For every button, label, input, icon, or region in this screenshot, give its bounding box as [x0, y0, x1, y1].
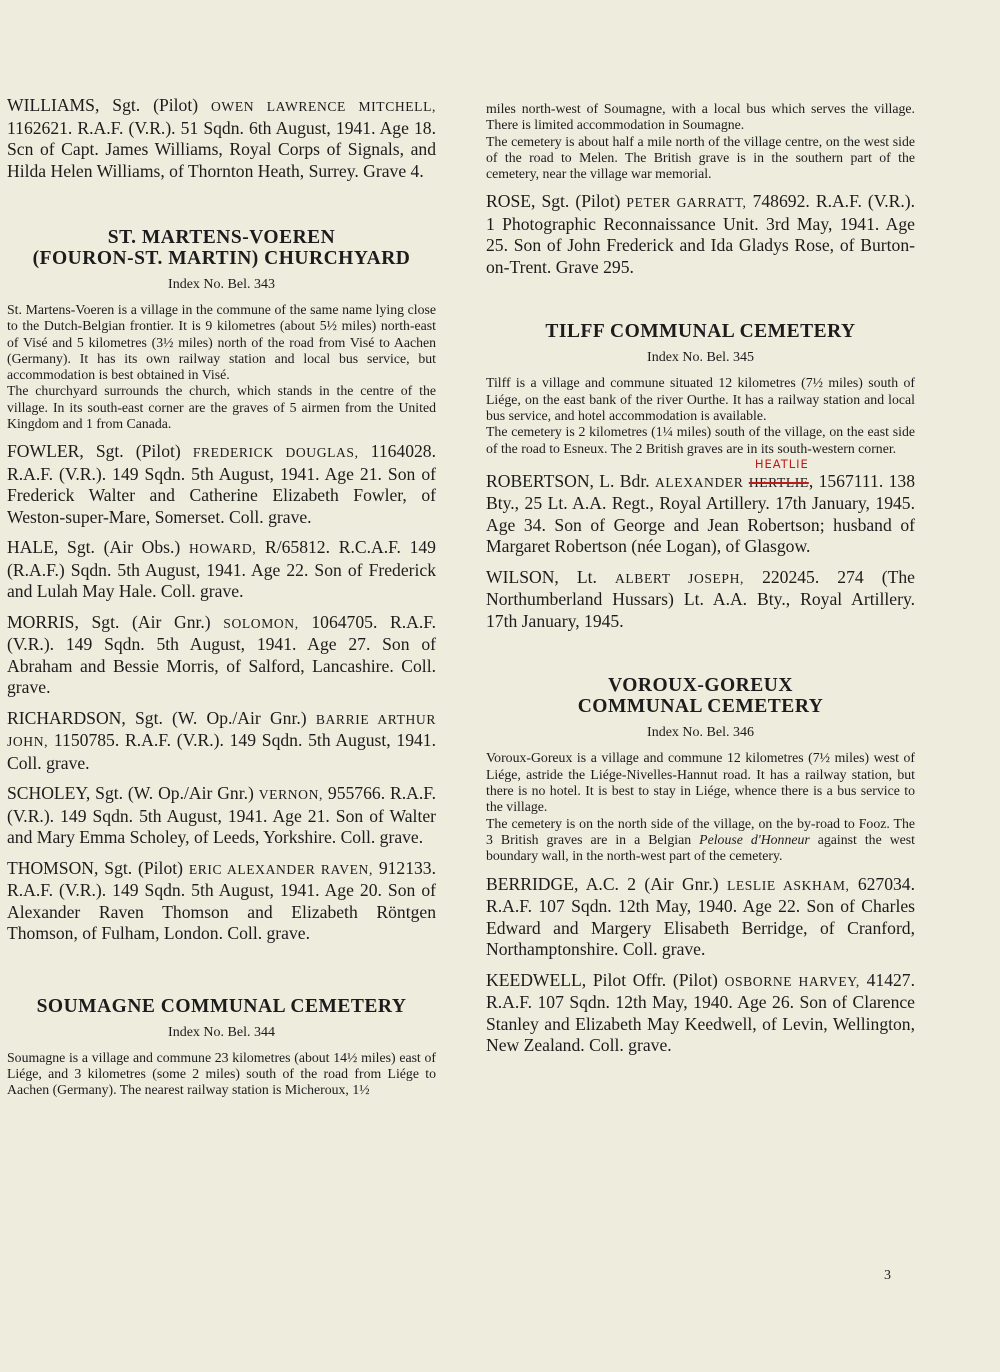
- surname: KEEDWELL,: [486, 969, 587, 990]
- rank: A.C. 2 (Air Gnr.): [578, 873, 727, 894]
- section-heading-soumagne: SOUMAGNE COMMUNAL CEMETERY: [36, 995, 407, 1017]
- heading-line: COMMUNAL CEMETERY: [577, 696, 824, 718]
- description-paragraph: Voroux-Goreux is a village and commune 12 kilometres (7½ miles) west of Liége, astride the Liége-Nivelles-Hannut road. It has a railway station, but there is no hotel. It is best to stay in Liége, whence there is a bus service to the village.: [486, 750, 915, 815]
- given-names: LESLIE ASKHAM,: [726, 877, 850, 893]
- given-names: ALEXANDER: [654, 474, 744, 490]
- details: 41427. R.A.F. 107 Sqdn. 12th May, 1940. Age 26. Son of Clarence Stanley and Elizabeth May Keedwell, of Levin, Wellington, New Zealand. Coll. grave.: [486, 969, 915, 1056]
- section-heading-voroux: [486, 675, 915, 717]
- description-paragraph: Soumagne is a village and commune 23 kilometres (about 14½ miles) east of Liége, and 3 kilometres (some 2 miles) south of the road from Liége to Aachen (Germany). The nearest railway station is Micheroux, 1½: [7, 1049, 436, 1098]
- entry-berridge: [486, 874, 915, 961]
- description-paragraph: The cemetery is about half a mile north of the village centre, on the west side of the road to Melen. The British grave is in the southern part of the cemetery, near the village war memorial.: [486, 133, 915, 182]
- entry-keedwell: [486, 970, 915, 1057]
- struck-name: HERTLIE: [748, 474, 809, 490]
- given-names: FREDERICK DOUGLAS,: [192, 445, 359, 461]
- description-paragraph: The churchyard surrounds the church, which stands in the centre of the village. In its south-east corner are the graves of 5 airmen from the United Kingdom and 1 from Canada.: [7, 383, 436, 432]
- description-paragraph: The cemetery is 2 kilometres (1¼ miles) south of the village, on the east side of the road to Esneux. The 2 British graves are in its south-western corner.: [486, 424, 915, 456]
- description: [7, 1050, 436, 1099]
- given-names: ALBERT JOSEPH,: [614, 570, 744, 586]
- handwritten-correction: [748, 456, 809, 494]
- entry-williams: [7, 95, 436, 182]
- description-continued: [486, 101, 915, 182]
- surname: RICHARDSON,: [7, 707, 126, 728]
- rank: Sgt. (Pilot): [99, 95, 212, 115]
- section-heading-tilff: TILFF COMMUNAL CEMETERY: [545, 321, 856, 343]
- details: 1164028. R.A.F. (V.R.). 149 Sqdn. 5th August, 1941. Age 21. Son of Frederick Walter and Catherine Elizabeth Fowler, of Weston-super-Mare, Somerset. Coll. grave.: [7, 441, 437, 527]
- left-column: [7, 95, 436, 1108]
- heading-line: (FOURON-ST. MARTIN) CHURCHYARD: [32, 248, 411, 269]
- details: R/65812. R.C.A.F. 149 (R.A.F.) Sqdn. 5th August, 1941. Age 22. Son of Frederick and Lulah May Hale. Coll. grave.: [7, 537, 436, 602]
- surname: ROSE,: [486, 191, 536, 212]
- description: [7, 302, 436, 432]
- given-names: ERIC ALEXANDER RAVEN,: [188, 861, 373, 877]
- index-number: Index No. Bel. 345: [647, 350, 754, 366]
- description: [486, 750, 915, 864]
- details: 1150785. R.A.F. (V.R.). 149 Sqdn. 5th August, 1941. Coll. grave.: [7, 730, 436, 773]
- entry-richardson: [7, 708, 436, 775]
- italic-text: Pelouse d'Honneur: [699, 831, 810, 847]
- description: [486, 375, 915, 456]
- text: against the west boundary wall, in the north-west part of the cemetery.: [486, 831, 916, 864]
- rank: Sgt. (Air Gnr.): [78, 611, 224, 632]
- handwritten-name: HEATLIE: [754, 456, 809, 471]
- surname: MORRIS,: [7, 611, 79, 632]
- rank: Sgt. (Pilot): [535, 191, 627, 212]
- index-number: Index No. Bel. 346: [647, 725, 754, 741]
- given-names: HOWARD,: [189, 541, 257, 557]
- given-names: OSBORNE HARVEY,: [724, 973, 860, 989]
- heading-line: ST. MARTENS-VOEREN: [107, 227, 336, 248]
- rank: Sgt. (Air Obs.): [58, 537, 189, 558]
- given-names: PETER GARRATT,: [626, 195, 747, 211]
- details: , 1567111. 138 Bty., 25 Lt. A.A. Regt., Royal Artillery. 17th January, 1945. Age 34. Son of George and Jean Robertson; husband of Margaret Robertson (née Logan), of Glasgow.: [486, 470, 915, 557]
- index-number: Index No. Bel. 343: [168, 277, 275, 292]
- heading-line: VOROUX-GOREUX: [608, 675, 793, 697]
- surname: WILSON,: [486, 566, 559, 587]
- surname: HALE,: [7, 537, 59, 558]
- entry-hale: [7, 537, 436, 603]
- rank: Sgt. (Pilot): [83, 441, 193, 462]
- given-names: BARRIE ARTHUR JOHN,: [7, 711, 437, 750]
- details: 1064705. R.A.F. (V.R.). 149 Sqdn. 5th August, 1941. Age 27. Son of Abraham and Bessie Morris, of Salford, Lancashire. Coll. grave.: [7, 611, 436, 698]
- rank: Sgt. (Pilot): [98, 857, 189, 878]
- entry-morris: [7, 612, 436, 699]
- given-names: VERNON,: [258, 787, 324, 803]
- details: 912133. R.A.F. (V.R.). 149 Sqdn. 5th August, 1941. Age 20. Son of Alexander Raven Thomson and Elizabeth Röntgen Thomson, of Fulham, London. Coll. grave.: [7, 857, 437, 944]
- section-heading-st-martens: [7, 227, 436, 269]
- rank: Pilot Offr. (Pilot): [586, 969, 725, 990]
- given-names: SOLOMON,: [223, 615, 299, 631]
- surname: ROBERTSON,: [486, 470, 594, 491]
- entry-rose: [486, 191, 915, 278]
- index-number: Index No. Bel. 344: [168, 1024, 275, 1040]
- rank: Sgt. (W. Op./Air Gnr.): [90, 783, 259, 804]
- right-column: [486, 101, 915, 1066]
- surname: THOMSON,: [7, 857, 99, 878]
- page-number: 3: [884, 1268, 891, 1283]
- entry-thomson: [7, 858, 436, 945]
- surname: SCHOLEY,: [7, 783, 91, 804]
- surname: WILLIAMS,: [7, 95, 100, 115]
- rank: Lt.: [558, 566, 615, 587]
- rank: L. Bdr.: [593, 470, 655, 491]
- entry-fowler: [7, 441, 436, 528]
- entry-wilson: [486, 567, 915, 633]
- details: 955766. R.A.F. (V.R.). 149 Sqdn. 5th August, 1941. Age 21. Son of Walter and Mary Emma Scholey, of Leeds, Yorkshire. Coll. grave.: [7, 783, 436, 848]
- description-paragraph: miles north-west of Soumagne, with a local bus which serves the village. There is limited accommodation in Soumagne.: [486, 101, 915, 133]
- details: 748692. R.A.F. (V.R.). 1 Photographic Reconnaissance Unit. 3rd May, 1941. Age 25. Son of John Frederick and Ida Gladys Rose, of Burton-on-Trent. Grave 295.: [486, 191, 915, 277]
- details: 220245. 274 (The Northumberland Hussars) Lt. A.A. Bty., Royal Artillery. 17th January, 1945.: [486, 566, 915, 631]
- details: 1162621. R.A.F. (V.R.). 51 Sqdn. 6th August, 1941. Age 18. Scn of Capt. James Williams, Royal Corps of Signals, and Hilda Helen Williams, of Thornton Heath, Surrey. Grave 4.: [7, 117, 436, 181]
- description-paragraph: [486, 816, 915, 865]
- surname: FOWLER,: [7, 441, 84, 462]
- description-paragraph: Tilff is a village and commune situated 12 kilometres (7½ miles) south of Liége, on the east bank of the river Ourthe. It has a railway station and local bus service, and hotel accommodation is available.: [486, 375, 915, 424]
- details: 627034. R.A.F. 107 Sqdn. 12th May, 1940. Age 22. Son of Charles Edward and Margery Elisabeth Berridge, of Cranford, Northamptonshire. Coll. grave.: [486, 873, 916, 960]
- entry-robertson: [486, 456, 915, 558]
- description-paragraph: St. Martens-Voeren is a village in the commune of the same name lying close to the Dutch-Belgian frontier. It is 9 kilometres (about 5½ miles) north-east of Visé and 5 kilometres (3½ miles) north of the road from Visé to Aachen (Germany). It has its own railway station and local bus service, but accommodation is best obtained in Visé.: [7, 302, 436, 383]
- entry-scholey: [7, 783, 436, 849]
- rank: Sgt. (W. Op./Air Gnr.): [125, 707, 316, 728]
- surname: BERRIDGE,: [486, 873, 579, 894]
- given-names: OWEN LAWRENCE MITCHELL,: [211, 99, 436, 114]
- text: The cemetery is on the north side of the village, on the by-road to Fooz. The 3 British graves are in a Belgian: [486, 815, 915, 847]
